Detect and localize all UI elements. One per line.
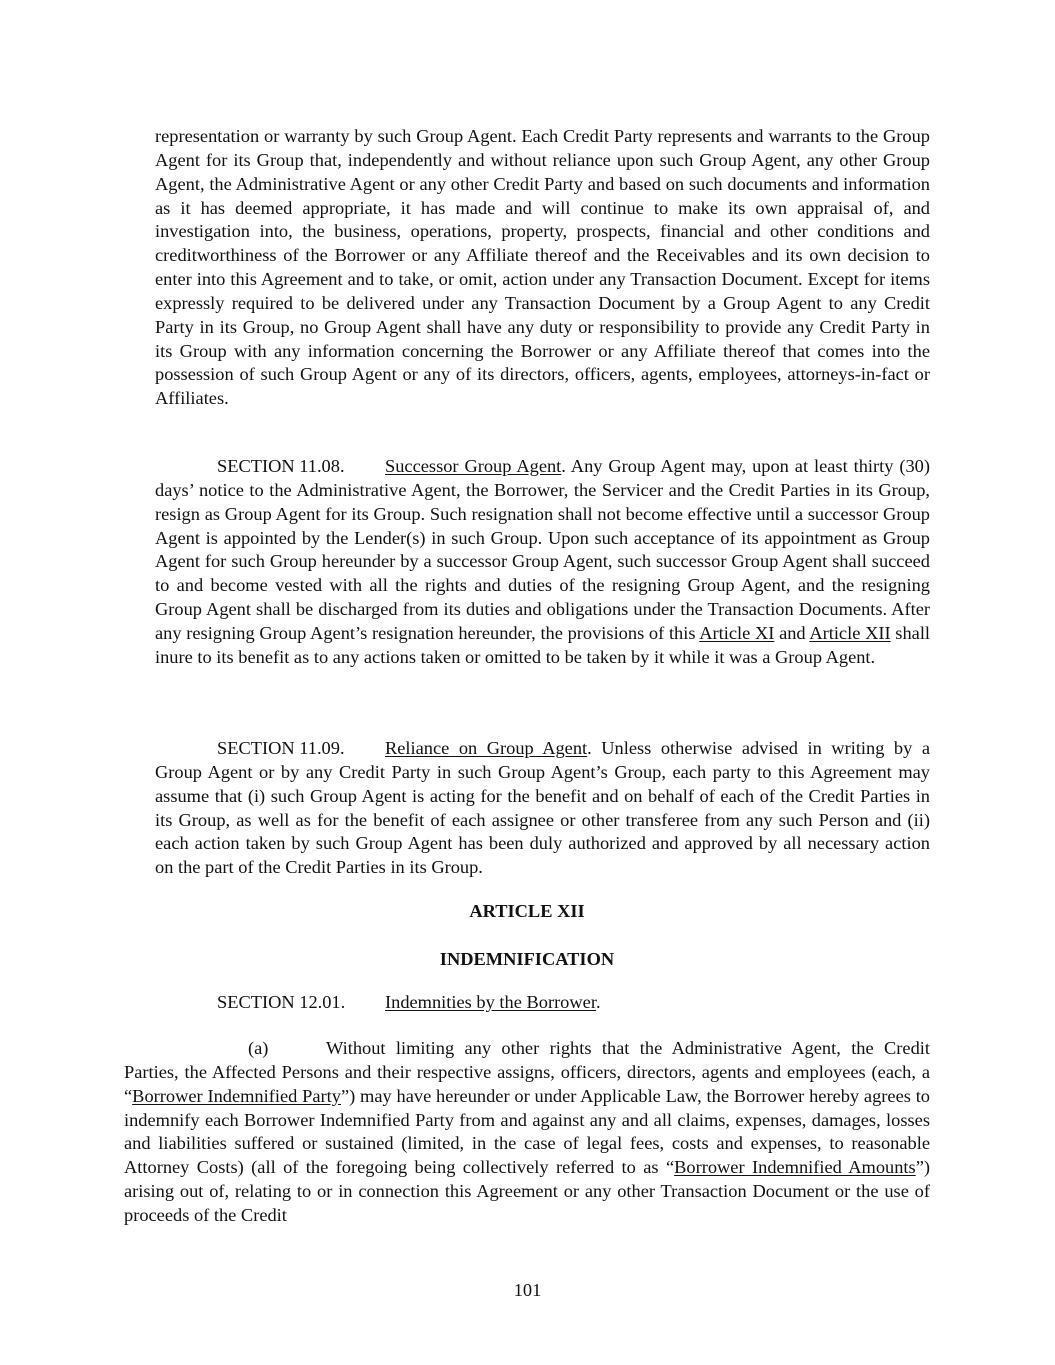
section-11-09-paragraph: [155, 737, 930, 880]
article-heading: ARTICLE XII: [469, 901, 585, 921]
section-title: Reliance on Group Agent: [385, 738, 588, 758]
section-body: . Unless otherwise advised in writing by a Group Agent or by any Credit Party in such Group Agent’s Group, each party to this Agreement may assume that (i) such Group Agent is acting for the benefit and on behalf of each of the Credit Parties in its Group, as well as for the benefit of each assignee or other transferee from any such Person and (ii) each action taken by such Group Agent has been duly authorized and approved by all necessary action on the part of the Credit Parties in its Group.: [155, 738, 930, 878]
section-12-01-heading: [217, 991, 601, 1015]
section-number: SECTION 11.09.: [217, 738, 345, 758]
section-title: Successor Group Agent: [385, 456, 562, 476]
paragraph-body-part1: Without limiting any other rights that the Administrative Agent, the Credit Parties, the Affected Persons and their respective assigns, officers, directors, agents and employees (each, a “: [124, 1038, 930, 1106]
paragraph-label: (a): [248, 1038, 269, 1058]
page-number: 101: [513, 1280, 542, 1300]
article-reference: Article XI: [699, 622, 775, 643]
section-number: SECTION 12.01.: [217, 992, 346, 1012]
connector-text: and: [774, 622, 810, 643]
section-title: Indemnities by the Borrower: [385, 992, 596, 1012]
section-11-08-paragraph: [155, 455, 930, 670]
continuation-paragraph: representation or warranty by such Group Agent. Each Credit Party represents and warrants to the Group Agent for its Group that, independently and without reliance upon such Group Agent, any other Group Agent, the Administrative Agent or any other Credit Party and based on such documents and information as it has deemed appropriate, it has made and will continue to make its own appraisal of, and investigation into, the business, operations, property, prospects, financial and other conditions and creditworthiness of the Borrower or any Affiliate thereof and the Receivables and its own decision to enter into this Agreement and to take, or omit, action under any Transaction Document. Except for items expressly required to be delivered under any Transaction Document by a Group Agent to any Credit Party in its Group, no Group Agent shall have any duty or responsibility to provide any Credit Party in its Group with any information concerning the Borrower or any Affiliate thereof that comes into the possession of such Group Agent or any of its directors, officers, agents, employees, attorneys-in-fact or Affiliates.: [155, 126, 930, 409]
defined-term: Borrower Indemnified Party: [132, 1085, 341, 1106]
article-reference: Article XII: [809, 622, 891, 643]
paragraph-body-part2: ”) may have hereunder or under Applicable Law, the Borrower hereby agrees to indemnify each Borrower Indemnified Party from and against any and all claims, expenses, damages, losses and liabilities suffered or sustained (limited, in the case of legal fees, costs and expenses, to reasonable Attorney Costs) (all of the foregoing being collectively referred to as “: [124, 1085, 931, 1178]
section-body-part1: . Any Group Agent may, upon at least thirty (30) days’ notice to the Administrative Agent, the Borrower, the Servicer and the Credit Parties in its Group, resign as Group Agent for its Group. Such resignation shall not become effective until a successor Group Agent is appointed by the Lender(s) in such Group. Upon such acceptance of its appointment as Group Agent for such Group hereunder by a successor Group Agent, such successor Group Agent shall succeed to and become vested with all the rights and duties of the resigning Group Agent, and the resigning Group Agent shall be discharged from its duties and obligations under the Transaction Documents. After any resigning Group Agent’s resignation hereunder, the provisions of this: [155, 456, 930, 643]
paragraph-body-part3: ”) arising out of, relating to or in connection this Agreement or any other Transaction Document or the use of proceeds of the Credit: [124, 1157, 930, 1225]
paragraph-a: [124, 1037, 930, 1228]
section-body-part2: shall inure to its benefit as to any actions taken or omitted to be taken by it while it was a Group Agent.: [155, 622, 931, 667]
section-title-period: .: [595, 992, 601, 1012]
section-number: SECTION 11.08.: [217, 456, 345, 476]
article-title: INDEMNIFICATION: [439, 949, 615, 969]
defined-term: Borrower Indemnified Amounts: [674, 1157, 916, 1178]
